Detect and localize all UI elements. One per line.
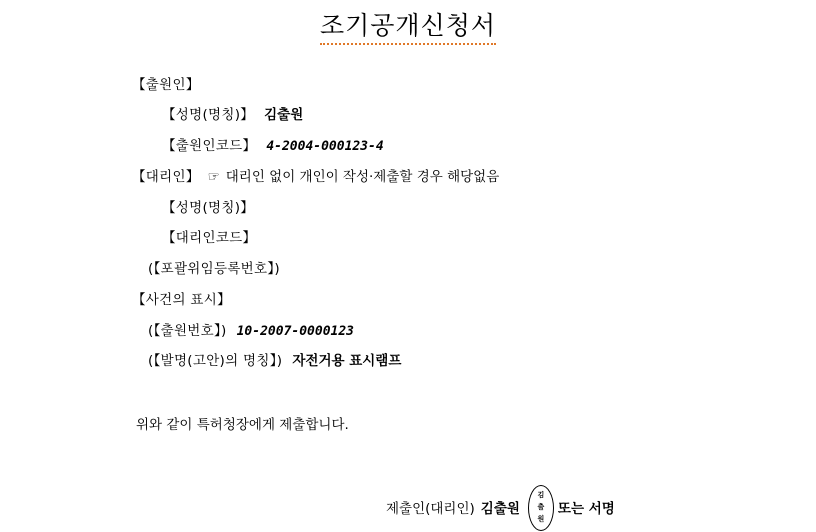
- signature-name: 김출원: [480, 501, 520, 517]
- agent-code-row: [162, 229, 256, 247]
- case-invention-value: 자전거용 표시램프: [292, 353, 402, 369]
- title-text: 조기공개신청서: [320, 6, 496, 45]
- signature-label: 제출인(대리인): [386, 501, 475, 517]
- seal-stamp-text: 김 출 원: [537, 491, 545, 523]
- case-invention-row: [148, 352, 401, 370]
- agent-registration-label: (【포괄위임등록번호】): [148, 261, 280, 277]
- applicant-code-row: [162, 137, 384, 156]
- agent-name-label: 【성명(명칭)】: [162, 200, 255, 216]
- applicant-code-label: 【출원인코드】: [162, 138, 257, 154]
- applicant-name-row: [162, 106, 303, 124]
- agent-registration-row: [148, 260, 280, 278]
- applicant-name-label: 【성명(명칭)】: [162, 107, 255, 123]
- agent-header-label: 【대리인】: [132, 169, 200, 185]
- agent-name-row: [162, 199, 254, 217]
- case-app-number-label: (【출원번호】): [148, 323, 227, 339]
- pointing-hand-icon: ☞: [207, 169, 220, 185]
- statement-text: 위와 같이 특허청장에게 제출합니다.: [136, 417, 349, 433]
- case-invention-label: (【발명(고안)의 명칭】): [148, 353, 283, 369]
- signature-or-sign: 또는 서명: [557, 501, 615, 517]
- applicant-code-value: 4-2004-000123-4: [266, 139, 384, 154]
- case-header: [132, 291, 231, 309]
- signature-row: [386, 486, 615, 532]
- case-header-label: 【사건의 표시】: [132, 292, 231, 308]
- agent-code-label: 【대리인코드】: [162, 230, 257, 246]
- applicant-header-label: 【출원인】: [132, 77, 200, 93]
- document-title: [0, 6, 816, 45]
- seal-stamp: [528, 485, 554, 531]
- submission-statement: [136, 416, 349, 434]
- applicant-name-value: 김출원: [264, 107, 304, 123]
- case-app-number-value: 10-2007-0000123: [236, 324, 355, 339]
- agent-note: 대리인 없이 개인이 작성·제출할 경우 해당없음: [225, 169, 500, 185]
- case-app-number-row: [148, 322, 354, 341]
- applicant-header: [132, 76, 200, 94]
- agent-header-row: [132, 168, 499, 186]
